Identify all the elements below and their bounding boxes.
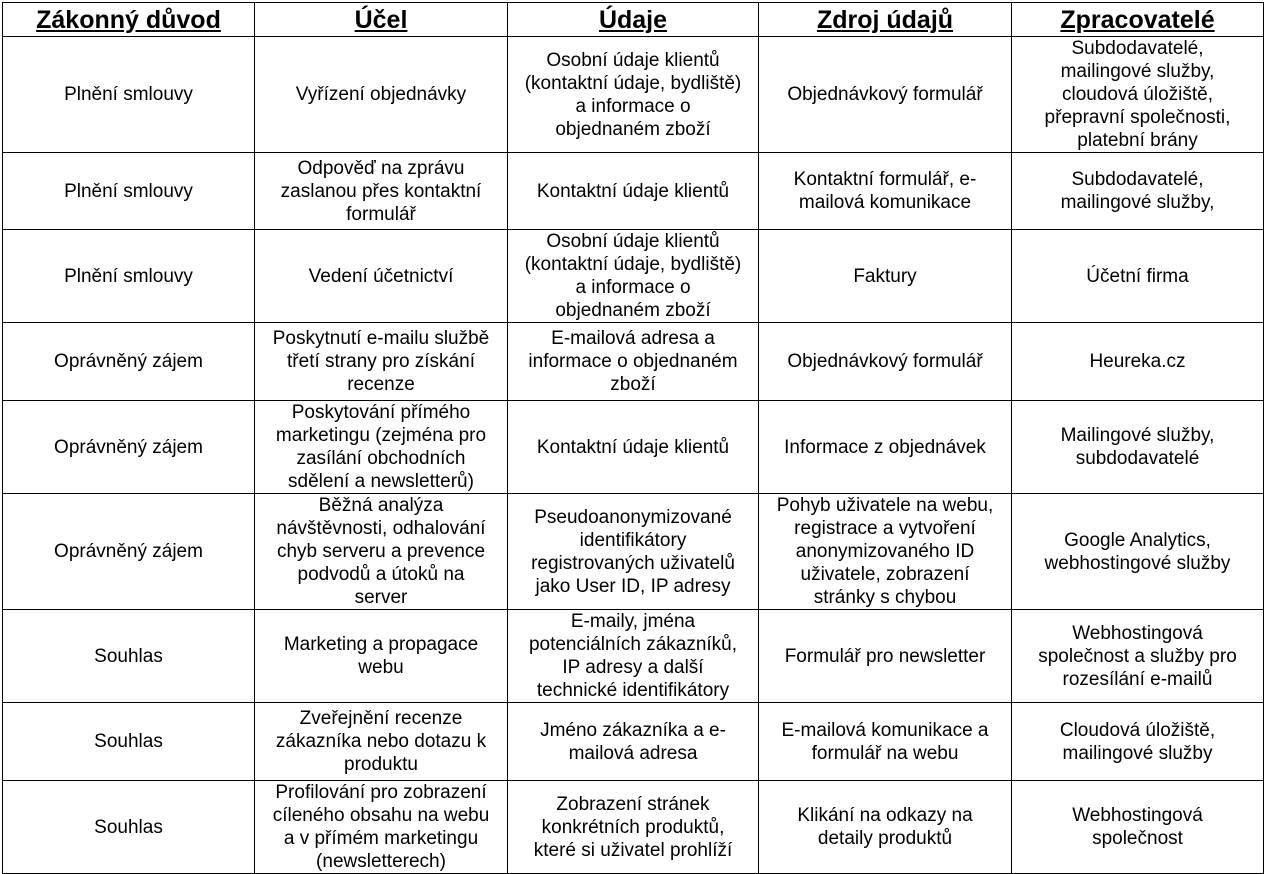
cell-data: Kontaktní údaje klientů	[508, 153, 759, 230]
cell-purpose: Vedení účetnictví	[255, 230, 508, 323]
cell-legal-basis: Souhlas	[3, 781, 255, 874]
cell-legal-basis: Souhlas	[3, 610, 255, 703]
cell-data: Zobrazení stránek konkrétních produktů, které si uživatel prohlíží	[508, 781, 759, 874]
cell-legal-basis: Oprávněný zájem	[3, 323, 255, 401]
cell-data-source: Kontaktní formulář, e- mailová komunikace	[759, 153, 1012, 230]
header-processors: Zpracovatelé	[1012, 3, 1264, 37]
cell-legal-basis: Oprávněný zájem	[3, 494, 255, 610]
table-row	[3, 37, 1264, 153]
processing-table	[2, 2, 1264, 874]
cell-data: E-mailová adresa a informace o objednaném zboží	[508, 323, 759, 401]
cell-purpose: Poskytování přímého marketingu (zejména pro zasílání obchodních sdělení a newsletterů)	[255, 401, 508, 494]
cell-purpose: Poskytnutí e-mailu službě třetí strany pro získání recenze	[255, 323, 508, 401]
cell-data-source: Formulář pro newsletter	[759, 610, 1012, 703]
cell-processors: Webhostingová společnost	[1012, 781, 1264, 874]
cell-data-source: Faktury	[759, 230, 1012, 323]
cell-data: Osobní údaje klientů (kontaktní údaje, bydliště) a informace o objednaném zboží	[508, 37, 759, 153]
cell-data-source: Objednávkový formulář	[759, 37, 1012, 153]
table-row	[3, 230, 1264, 323]
cell-data: Jméno zákazníka a e- mailová adresa	[508, 703, 759, 781]
cell-processors: Cloudová úložiště, mailingové služby	[1012, 703, 1264, 781]
cell-legal-basis: Plnění smlouvy	[3, 37, 255, 153]
cell-legal-basis: Souhlas	[3, 703, 255, 781]
cell-processors: Webhostingová společnost a služby pro rozesílání e-mailů	[1012, 610, 1264, 703]
table-row	[3, 323, 1264, 401]
cell-data-source: Informace z objednávek	[759, 401, 1012, 494]
header-legal-basis: Zákonný důvod	[3, 3, 255, 37]
cell-data: E-maily, jména potenciálních zákazníků, IP adresy a další technické identifikátory	[508, 610, 759, 703]
cell-purpose: Zveřejnění recenze zákazníka nebo dotazu k produktu	[255, 703, 508, 781]
cell-data-source: Klikání na odkazy na detaily produktů	[759, 781, 1012, 874]
cell-processors: Google Analytics, webhostingové služby	[1012, 494, 1264, 610]
cell-data-source: Objednávkový formulář	[759, 323, 1012, 401]
table-row	[3, 494, 1264, 610]
header-data-source: Zdroj údajů	[759, 3, 1012, 37]
header-purpose: Účel	[255, 3, 508, 37]
cell-processors: Mailingové služby, subdodavatelé	[1012, 401, 1264, 494]
cell-data: Kontaktní údaje klientů	[508, 401, 759, 494]
cell-legal-basis: Plnění smlouvy	[3, 153, 255, 230]
cell-data: Pseudoanonymizované identifikátory registrovaných uživatelů jako User ID, IP adresy	[508, 494, 759, 610]
table-row	[3, 401, 1264, 494]
cell-data: Osobní údaje klientů (kontaktní údaje, bydliště) a informace o objednaném zboží	[508, 230, 759, 323]
header-data: Údaje	[508, 3, 759, 37]
cell-purpose: Běžná analýza návštěvnosti, odhalování chyb serveru a prevence podvodů a útoků na server	[255, 494, 508, 610]
cell-purpose: Vyřízení objednávky	[255, 37, 508, 153]
cell-purpose: Odpověď na zprávu zaslanou přes kontaktní formulář	[255, 153, 508, 230]
cell-data-source: Pohyb uživatele na webu, registrace a vytvoření anonymizovaného ID uživatele, zobrazení stránky s chybou	[759, 494, 1012, 610]
table-row	[3, 703, 1264, 781]
table-row	[3, 610, 1264, 703]
cell-processors: Subdodavatelé, mailingové služby,	[1012, 153, 1264, 230]
cell-legal-basis: Oprávněný zájem	[3, 401, 255, 494]
cell-purpose: Profilování pro zobrazení cíleného obsahu na webu a v přímém marketingu (newsletterech)	[255, 781, 508, 874]
cell-processors: Účetní firma	[1012, 230, 1264, 323]
table-row	[3, 781, 1264, 874]
cell-purpose: Marketing a propagace webu	[255, 610, 508, 703]
table-row	[3, 153, 1264, 230]
cell-processors: Heureka.cz	[1012, 323, 1264, 401]
header-row	[3, 3, 1264, 37]
cell-processors: Subdodavatelé, mailingové služby, cloudová úložiště, přepravní společnosti, platební brány	[1012, 37, 1264, 153]
cell-legal-basis: Plnění smlouvy	[3, 230, 255, 323]
cell-data-source: E-mailová komunikace a formulář na webu	[759, 703, 1012, 781]
